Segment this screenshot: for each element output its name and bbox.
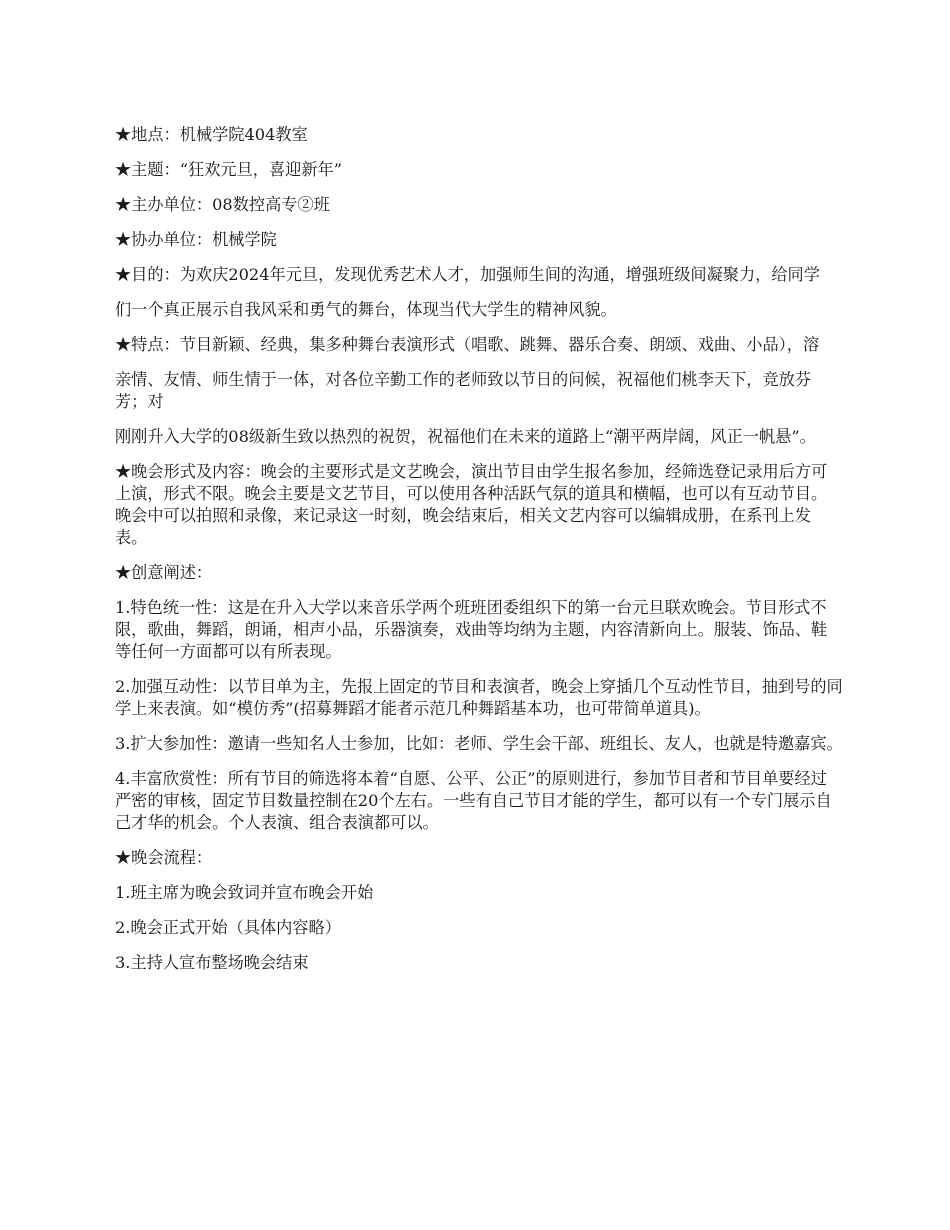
features-continuation-2: 刚刚升入大学的08级新生致以热烈的祝贺，祝福他们在未来的道路上“潮平两岸阔，风正一帆悬”。 [115,427,816,446]
schedule-step-1: 1.班主席为晚会致词并宣布晚会开始 [115,883,374,902]
creative-item-1: 1.特色统一性：这是在升入大学以来音乐学两个班班团委组织下的第一台元旦联欢晚会。节目形式不限，歌曲，舞蹈，朗诵，相声小品，乐器演奏，戏曲等均纳为主题，内容清新向上。服装、饰品、鞋等任何一方面都可以有所表现。 [115,598,828,661]
theme-line: ★主题：“狂欢元旦，喜迎新年” [115,160,342,179]
schedule-step-3: 3.主持人宣布整场晚会结束 [115,953,309,972]
creative-item-4: 4.丰富欣赏性：所有节目的筛选将本着“自愿、公平、公正”的原则进行，参加节目者和节目单要经过严密的审核，固定节目数量控制在20个左右。一些有自己节目才能的学生，都可以有一个专门展示自己才华的机会。个人表演、组合表演都可以。 [115,769,832,832]
format-content-paragraph: ★晚会形式及内容：晚会的主要形式是文艺晚会，演出节目由学生报名参加，经筛选登记录用后方可上演，形式不限。晚会主要是文艺节目，可以使用各种活跃气氛的道具和横幅，也可以有互动节目。晚会中可以拍照和录像，来记录这一时刻，晚会结束后，相关文艺内容可以编辑成册，在系刊上发表。 [115,462,828,547]
features-continuation-1: 亲情、友情、师生情于一体，对各位辛勤工作的老师致以节日的问候，祝福他们桃李天下，竞放芬芳；对 [115,370,812,411]
creative-heading: ★创意阐述： [115,563,213,582]
features-paragraph: ★特点：节目新颖、经典，集多种舞台表演形式（唱歌、跳舞、器乐合奏、朗颂、戏曲、小品），溶 [115,335,820,354]
purpose-paragraph: ★目的：为欢庆2024年元旦，发现优秀艺术人才，加强师生间的沟通，增强班级间凝聚力，给同学 [115,265,820,284]
organizer-line: ★主办单位：08数控高专②班 [115,195,330,214]
creative-item-3: 3.扩大参加性：邀请一些知名人士参加，比如：老师、学生会干部、班组长、友人，也就是特邀嘉宾。 [115,734,843,753]
document-body [115,124,843,987]
schedule-step-2: 2.晚会正式开始（具体内容略） [115,918,341,937]
location-line: ★地点：机械学院404教室 [115,125,308,144]
co-organizer-line: ★协办单位：机械学院 [115,230,277,249]
creative-item-2: 2.加强互动性：以节目单为主，先报上固定的节目和表演者，晚会上穿插几个互动性节目，抽到号的同学上来表演。如“模仿秀”(招募舞蹈才能者示范几种舞蹈基本功，也可带简单道具)。 [115,677,843,718]
schedule-heading: ★晚会流程： [115,848,213,867]
purpose-continuation: 们一个真正展示自我风采和勇气的舞台，体现当代大学生的精神风貌。 [115,300,617,319]
